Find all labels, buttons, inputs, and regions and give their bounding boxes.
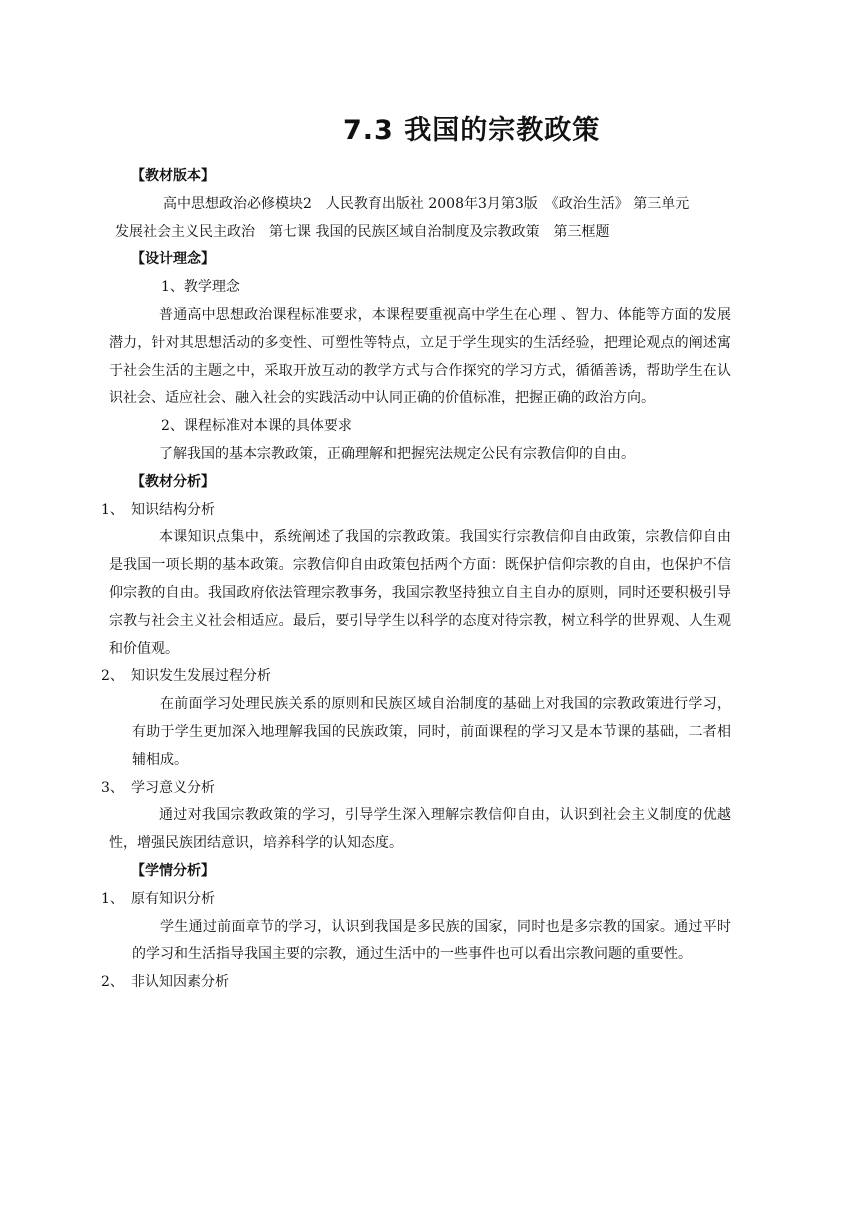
list-number: 1、	[101, 890, 124, 907]
material-item-3-title	[101, 775, 731, 803]
design-item-2-title: 2、课程标准对本课的具体要求	[161, 418, 352, 435]
material-item-1-text: 本课知识点集中，系统阐述了我国的宗教政策。我国实行宗教信仰自由政策，宗教信仰自由是我国一项长期的基本政策。宗教信仰自由政策包括两个方面：既保护信仰宗教的自由，也保护不信仰宗教的自由。我国政府依法管理宗教事务，我国宗教坚持独立自主自办的原则，同时还要积极引导宗教与社会主义社会相适应。最后，要引导学生以科学的态度对待宗教，树立科学的世界观、人生观和价值观。	[109, 529, 731, 657]
version-line-2: 发展社会主义民主政治 第七课 我国的民族区域自治制度及宗教政策 第三框题	[115, 223, 610, 240]
section-heading-learner: 【学情分析】	[131, 862, 215, 879]
page-title: 7.3 我国的宗教政策	[343, 115, 601, 146]
material-item-2-title	[101, 663, 731, 691]
material-item-2-text: 在前面学习处理民族关系的原则和民族区域自治制度的基础上对我国的宗教政策进行学习，有助于学生更加深入地理解我国的民族政策，同时，前面课程的学习又是本节课的基础，二者相辅相成。	[132, 696, 731, 768]
list-number: 2、	[101, 974, 124, 991]
list-item-title: 知识结构分析	[131, 501, 215, 518]
section-heading-material: 【教材分析】	[131, 473, 215, 490]
material-item-3-text: 通过对我国宗教政策的学习，引导学生深入理解宗教信仰自由，认识到社会主义制度的优越性，增强民族团结意识，培养科学的认知态度。	[109, 807, 731, 852]
learner-item-1-title	[101, 886, 731, 914]
list-number: 1、	[101, 501, 124, 518]
list-number: 2、	[101, 668, 124, 685]
document-body	[101, 163, 731, 997]
material-item-1-title	[101, 497, 731, 525]
list-item-title: 学习意义分析	[131, 779, 215, 796]
list-item-title: 非认知因素分析	[131, 974, 229, 991]
learner-item-2-title	[101, 969, 731, 997]
learner-item-1-text: 学生通过前面章节的学习，认识到我国是多民族的国家，同时也是多宗教的国家。通过平时的学习和生活指导我国主要的宗教，通过生活中的一些事件也可以看出宗教问题的重要性。	[132, 918, 731, 963]
section-heading-version: 【教材版本】	[131, 168, 215, 184]
design-item-1-title: 1、教学理念	[161, 279, 240, 296]
version-text	[101, 191, 731, 247]
design-item-2-text: 了解我国的基本宗教政策，正确理解和把握宪法规定公民有宗教信仰的自由。	[159, 445, 635, 462]
design-item-1-text: 普通高中思想政治课程标准要求，本课程要重视高中学生在心理 、智力、体能等方面的发展潜力，针对其思想活动的多变性、可塑性等特点，立足于学生现实的生活经验，把理论观点的阐述寓于社会生活的主题之中，采取开放互动的教学方式与合作探究的学习方式，循循善诱，帮助学生在认识社会、适应社会、融入社会的实践活动中认同正确的价值标准，把握正确的政治方向。	[109, 306, 731, 407]
version-line-1: 高中思想政治必修模块2 人民教育出版社 2008年3月第3版 《政治生活》 第三单元	[163, 195, 690, 212]
list-item-title: 原有知识分析	[131, 890, 215, 907]
list-number: 3、	[101, 779, 124, 796]
list-item-title: 知识发生发展过程分析	[131, 668, 271, 685]
section-heading-design: 【设计理念】	[131, 251, 215, 268]
